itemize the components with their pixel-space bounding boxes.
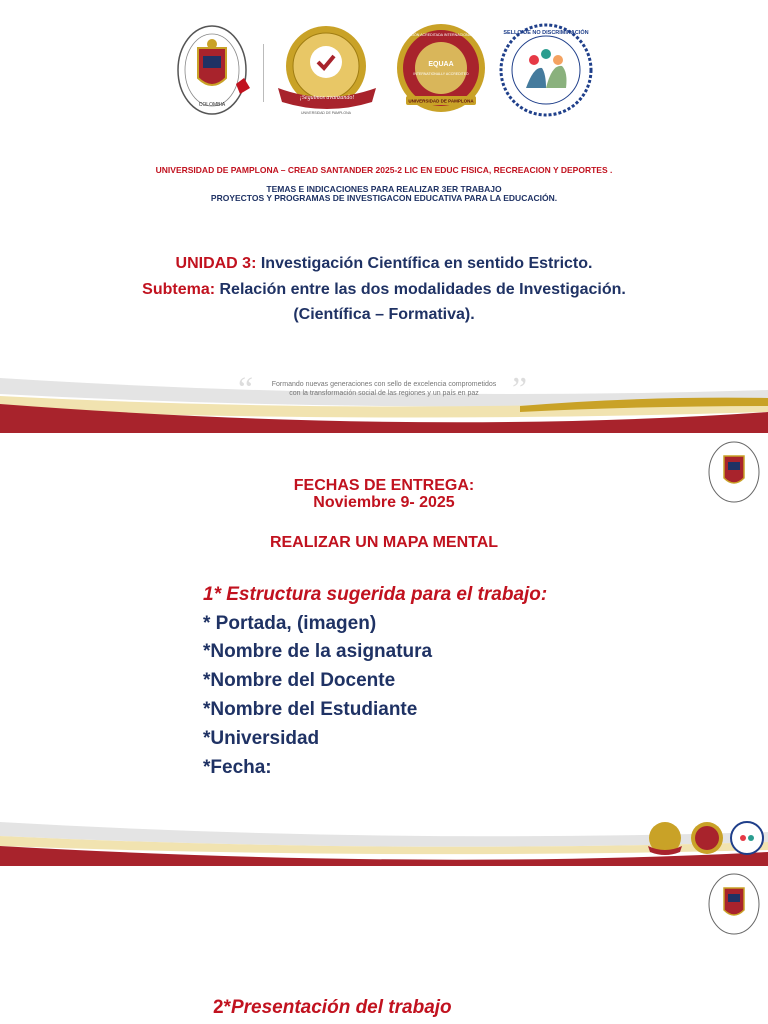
seal-2-ribbon: ¡Seguimos avanzando!: [299, 95, 355, 101]
small-university-seal-icon: [707, 872, 761, 936]
presentation-number: 2*: [213, 997, 231, 1018]
list-item: *Fecha:: [203, 757, 272, 778]
task-title: REALIZAR UN MAPA MENTAL: [269, 534, 499, 551]
list-item: * Portada, (imagen): [203, 613, 377, 634]
structure-heading: 1* Estructura sugerida para el trabajo:: [203, 584, 548, 605]
slogan-line-2: con la transformación social de las regiones y un país en paz: [289, 390, 479, 397]
unit-title-line: [0, 255, 768, 273]
topic-line-2: PROYECTOS Y PROGRAMAS DE INVESTIGACON EDUCATIVA PARA LA EDUCACIÓN.: [210, 193, 558, 203]
slogan-line-1: Formando nuevas generaciones con sello de excelencia comprometidos: [271, 381, 497, 388]
institution-line: UNIVERSIDAD DE PAMPLONA – CREAD SANTANDER 2025-2 LIC EN EDUC FISICA, RECREACION Y DEPORTES .: [155, 165, 613, 175]
international-accreditation-seal-icon: [388, 22, 494, 122]
subtema-line-2: (Científica – Formativa).: [293, 306, 475, 323]
university-seal-icon: [176, 24, 256, 118]
seal-4-text: SELLO DE NO DISCRIMINACIÓN: [503, 30, 589, 36]
accreditation-gold-seal-icon: [274, 22, 380, 122]
quote-open-icon: “: [238, 372, 254, 408]
unit-label: UNIDAD 3:: [175, 255, 257, 272]
topic-line-1: TEMAS E INDICACIONES PARA REALIZAR 3ER TRABAJO: [266, 184, 502, 194]
seal-3-sub: INTERNATIONALLY ACCREDITED: [413, 72, 469, 76]
list-item: *Nombre de la asignatura: [203, 641, 433, 662]
list-item: *Universidad: [203, 728, 320, 749]
delivery-dates-label: FECHAS DE ENTREGA:: [293, 477, 475, 494]
non-discrimination-seal-icon: [498, 22, 594, 118]
delivery-date-value: Noviembre 9- 2025: [313, 494, 455, 511]
seal-1-bottom: COLOMBIA: [198, 102, 226, 108]
seal-2-bottom: UNIVERSIDAD DE PAMPLONA: [301, 111, 351, 115]
logo-divider: [263, 44, 264, 102]
subtema-label: Subtema:: [142, 281, 216, 298]
presentation-title: Presentación del trabajo: [230, 997, 452, 1018]
list-item: *Nombre del Docente: [203, 670, 396, 691]
seal-3-top: INSTITUCIÓN ACREDITADA INTERNACIONALMENTE: [396, 33, 486, 37]
unit-title: Investigación Científica en sentido Estricto.: [256, 255, 593, 272]
small-seals-group: [646, 818, 766, 860]
logo-row: [0, 22, 768, 122]
seal-3-bottom: UNIVERSIDAD DE PAMPLONA: [408, 98, 474, 104]
quote-close-icon: ”: [512, 372, 528, 408]
seal-3-center: EQUAA: [428, 61, 454, 68]
subtema-line: [0, 281, 768, 299]
subtema-text: Relación entre las dos modalidades de Investigación.: [215, 281, 626, 298]
small-non-discrimination-seal-icon: [731, 822, 763, 854]
list-item: *Nombre del Estudiante: [203, 699, 418, 720]
presentation-heading: [213, 997, 452, 1019]
